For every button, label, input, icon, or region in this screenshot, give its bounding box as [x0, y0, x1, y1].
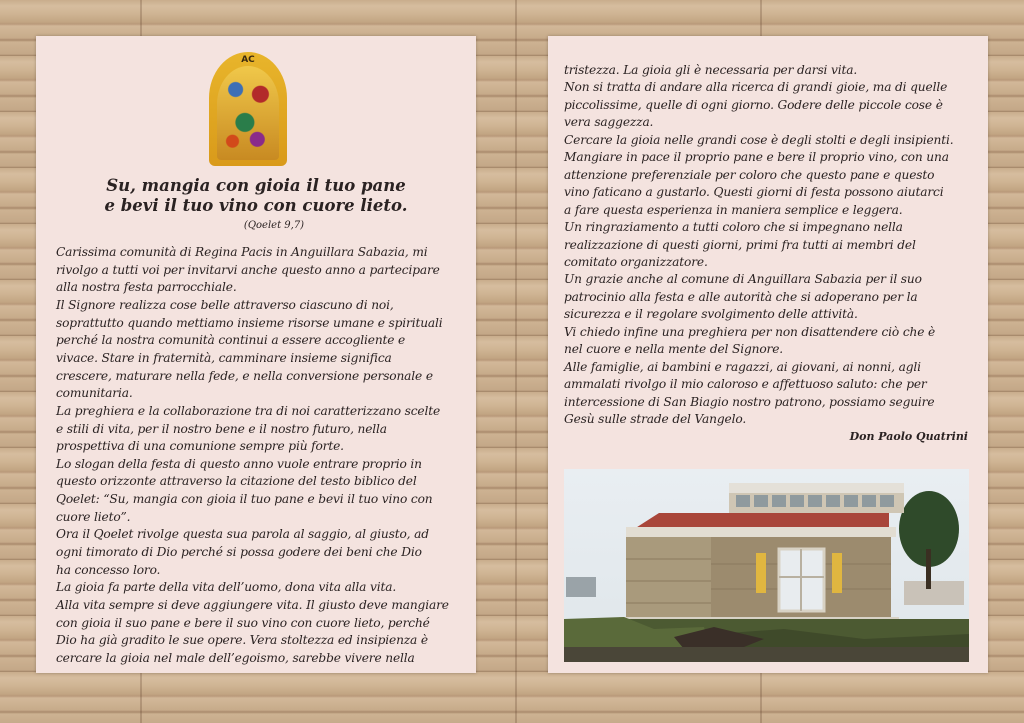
title-line-2: e bevi il tuo vino con cuore lieto.	[104, 196, 408, 215]
letter-line: realizzazione di questi giorni, primi fra tutti ai membri del	[564, 237, 916, 252]
letter-line: Qoelet: “Su, mangia con gioia il tuo pane e bevi il tuo vino con	[56, 492, 433, 507]
letter-line: Lo slogan della festa di questo anno vuole entrare proprio in	[56, 456, 422, 471]
left-page	[36, 36, 476, 673]
letter-line: Cercare la gioia nelle grandi cose è degli stolti e degli insipienti.	[564, 132, 954, 147]
letter-line: Dio ha già gradito le sue opere. Vera stoltezza ed insipienza è	[56, 633, 428, 648]
letter-line: comitato organizzatore.	[564, 254, 708, 269]
letter-line: prospettiva di una comunione sempre più forte.	[56, 439, 344, 454]
letter-line: soprattutto quando mettiamo insieme risorse umane e spirituali	[56, 315, 443, 330]
letter-line: Non si tratta di andare alla ricerca di grandi gioie, ma di quelle	[564, 80, 948, 95]
letter-line: ogni timorato di Dio perché si possa godere dei beni che Dio	[56, 545, 422, 560]
letter-line: Un ringraziamento a tutti coloro che si impegnano nella	[564, 220, 903, 235]
right-page	[548, 36, 988, 673]
letter-line: nel cuore e nella mente del Signore.	[564, 342, 783, 357]
letter-line: crescere, maturare nella fede, e nella conversione personale e	[56, 368, 433, 383]
letter-line: patrocinio alla festa e alle autorità che si adoperano per la	[564, 289, 918, 304]
letter-line: questo orizzonte attraverso la citazione del testo biblico del	[56, 474, 417, 489]
letter-line: comunitaria.	[56, 386, 133, 401]
signature: Don Paolo Quatrini	[849, 430, 968, 443]
letter-line: vino faticano a gustarlo. Questi giorni di festa possono aiutarci	[564, 185, 944, 200]
letter-line: tristezza. La gioia gli è necessaria per darsi vita.	[564, 63, 858, 77]
letter-line: La gioia fa parte della vita dell’uomo, dona vita alla vita.	[56, 580, 397, 595]
letter-line: La preghiera e la collaborazione tra di noi caratterizzano scelte	[56, 403, 441, 418]
letter-line: e stili di vita, per il nostro bene e il nostro futuro, nella	[56, 421, 387, 436]
letter-line: attenzione preferenziale per coloro che questo pane e questo	[564, 167, 935, 182]
letter-line: vivace. Stare in fraternità, camminare insieme significa	[56, 350, 392, 365]
letter-line: Carissima comunità di Regina Pacis in Anguillara Sabazia, mi	[56, 245, 428, 259]
letter-line: rivolgo a tutti voi per invitarvi anche questo anno a partecipare	[56, 262, 440, 277]
letter-line: Gesù sulle strade del Vangelo.	[564, 412, 747, 426]
letter-line: Ora il Qoelet rivolge questa sua parola al saggio, al giusto, ad	[56, 527, 429, 542]
letter-line: sicurezza e il regolare svolgimento delle attività.	[564, 307, 858, 322]
emblem-monogram: AC	[241, 55, 255, 65]
letter-line: vera saggezza.	[564, 115, 654, 130]
bible-reference: (Qoelet 9,7)	[243, 220, 305, 231]
letter-body-left	[36, 36, 476, 673]
letter-line: cuore lieto”.	[56, 509, 131, 524]
title-line-1: Su, mangia con gioia il tuo pane	[106, 176, 406, 195]
letter-line: a fare questa esperienza in maniera semplice e leggera.	[564, 202, 903, 217]
church-photo	[564, 469, 969, 662]
letter-line: piccolissime, quelle di ogni giorno. Godere delle piccole cose è	[564, 97, 943, 112]
letter-line: Alla vita sempre si deve aggiungere vita. Il giusto deve mangiare	[56, 598, 449, 612]
letter-line: ammalati rivolgo il mio caloroso e affettuoso saluto: che per	[564, 377, 927, 392]
letter-line: intercessione di San Biagio nostro patrono, possiamo seguire	[564, 394, 935, 409]
letter-line: Vi chiedo infine una preghiera per non disattendere ciò che è	[564, 324, 936, 339]
letter-line: cercare la gioia nel male dell’egoismo, sarebbe vivere nella	[56, 650, 415, 665]
letter-line: Il Signore realizza cose belle attraverso ciascuno di noi,	[56, 297, 394, 312]
wood-seam	[515, 0, 517, 723]
letter-line: Un grazie anche al comune di Anguillara Sabazia per il suo	[564, 272, 922, 287]
letter-line: ha concesso loro.	[56, 562, 161, 577]
letter-line: Mangiare in pace il proprio pane e bere il proprio vino, con una	[564, 150, 949, 165]
letter-line: con gioia il suo pane e bere il suo vino con cuore lieto, perché	[56, 615, 430, 630]
letter-line: perché la nostra comunità continui a essere accogliente e	[56, 333, 406, 348]
letter-line: alla nostra festa parrocchiale.	[56, 280, 237, 295]
letter-line: Alle famiglie, ai bambini e ragazzi, ai giovani, ai nonni, agli	[564, 359, 921, 374]
